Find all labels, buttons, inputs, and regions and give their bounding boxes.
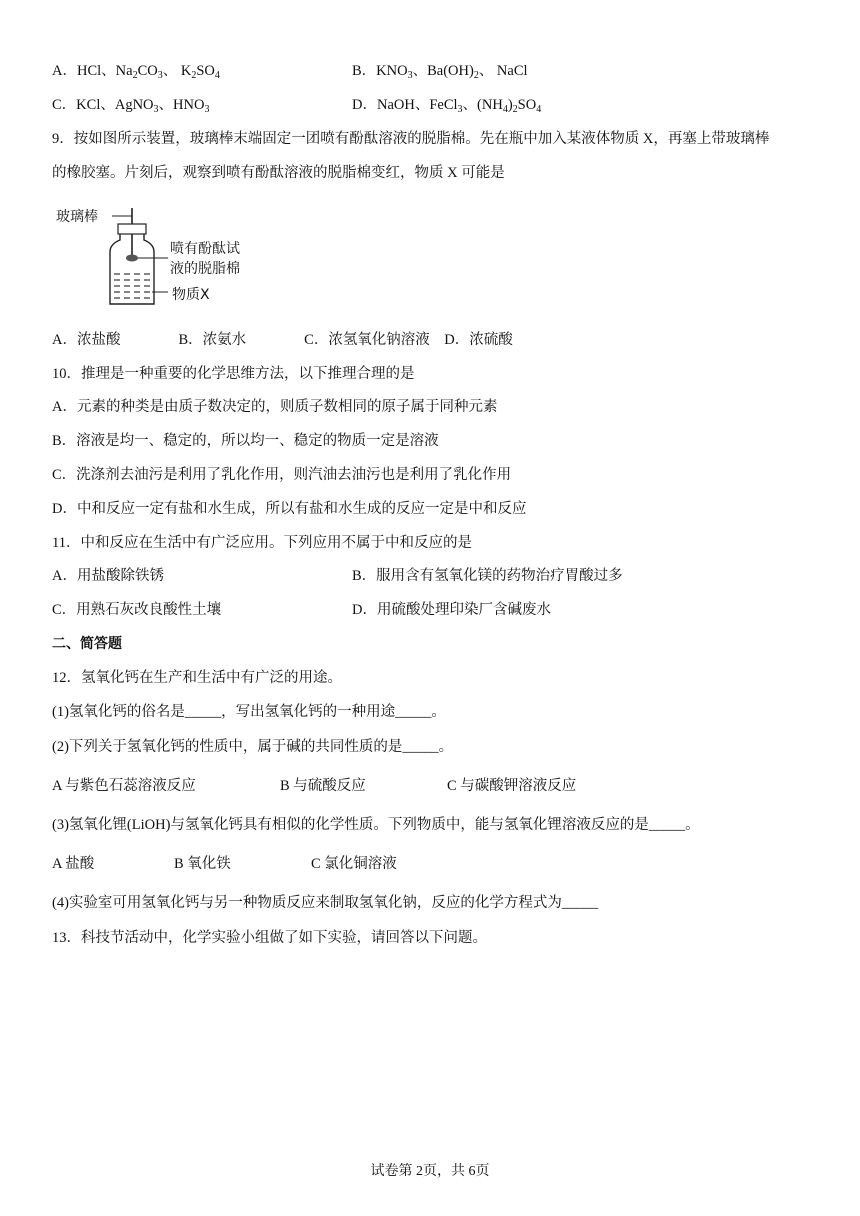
q11-stem: 11．中和反应在生活中有广泛应用。下列应用不属于中和反应的是 [52, 535, 472, 551]
q12-part2-option-b: B 与硫酸反应 [280, 778, 366, 794]
q10-option-c: C．洗涤剂去油污是利用了乳化作用，则汽油去油污也是利用了乳化作用 [52, 467, 512, 483]
q10-option-b: B．溶液是均一、稳定的，所以均一、稳定的物质一定是溶液 [52, 433, 439, 449]
q11-option-a: A．用盐酸除铁锈 [52, 568, 164, 584]
q12-stem: 12．氢氧化钙在生产和生活中有广泛的用途。 [52, 670, 342, 686]
q12-part1: (1)氢氧化钙的俗名是_____，写出氢氧化钙的一种用途_____。 [52, 704, 446, 720]
q12-part4: (4)实验室可用氢氧化钙与另一种物质反应来制取氢氧化钠，反应的化学方程式为_____ [52, 895, 599, 911]
q11-option-b: B．服用含有氢氧化镁的药物治疗胃酸过多 [352, 568, 623, 584]
q8-option-a: A．HCl、$Na_2CO_3$、 $K_2SO_4$ [52, 63, 220, 81]
label-glass-rod: 玻璃棒 [56, 209, 98, 225]
q9-stem-line1: 9．按如图所示装置，玻璃棒末端固定一团喷有酚酞溶液的脱脂棉。先在瓶中加入某液体物质 X，再塞上带玻璃棒 [52, 131, 770, 147]
q12-part2-option-c: C 与碳酸钾溶液反应 [447, 778, 577, 794]
label-cotton-line2: 液的脱脂棉 [170, 261, 240, 277]
q12-part2: (2)下列关于氢氧化钙的性质中，属于碱的共同性质的是_____。 [52, 739, 454, 755]
q13-stem: 13．科技节活动中，化学实验小组做了如下实验，请回答以下问题。 [52, 930, 487, 946]
q12-part3: (3)氢氧化锂(LiOH)与氢氧化钙具有相似的化学性质。下列物质中，能与氢氧化锂溶液反应的是_____。 [52, 817, 700, 833]
page-footer: 试卷第 2页，共 6页 [370, 1164, 490, 1179]
q11-option-d: D．用硫酸处理印染厂含碱废水 [352, 602, 551, 618]
q9-stem-line2: 的橡胶塞。片刻后，观察到喷有酚酞溶液的脱脂棉变红，物质 X 可能是 [52, 165, 505, 181]
q10-option-d: D．中和反应一定有盐和水生成，所以有盐和水生成的反应一定是中和反应 [52, 501, 527, 517]
q8-option-b: B．$KNO_3$、$Ba(OH)_2$、 NaCl [352, 63, 528, 81]
q12-part2-option-a: A 与紫色石蕊溶液反应 [52, 778, 196, 794]
q8-option-c: C．KCl、AgNO$_3$、$HNO_3$ [52, 97, 210, 115]
q9-apparatus-figure [52, 204, 252, 310]
label-cotton-line1: 喷有酚酞试 [170, 241, 240, 257]
label-substance-x: 物质X [172, 287, 210, 303]
section-heading: 二、简答题 [52, 636, 122, 652]
q12-part3-option-b: B 氧化铁 [174, 856, 231, 872]
q10-option-a: A．元素的种类是由质子数决定的，则质子数相同的原子属于同种元素 [52, 399, 498, 415]
q12-part3-option-a: A 盐酸 [52, 856, 95, 872]
q9-options: A．浓盐酸 B．浓氨水 C．浓氢氧化钠溶液 D．浓硫酸 [52, 332, 513, 348]
q8-option-d: D．NaOH、FeCl$_3$、$(NH_4)_2SO_4$ [352, 97, 542, 115]
q10-stem: 10．推理是一种重要的化学思维方法，以下推理合理的是 [52, 366, 415, 382]
q12-part3-option-c: C 氯化铜溶液 [311, 856, 397, 872]
q11-option-c: C．用熟石灰改良酸性土壤 [52, 602, 222, 618]
